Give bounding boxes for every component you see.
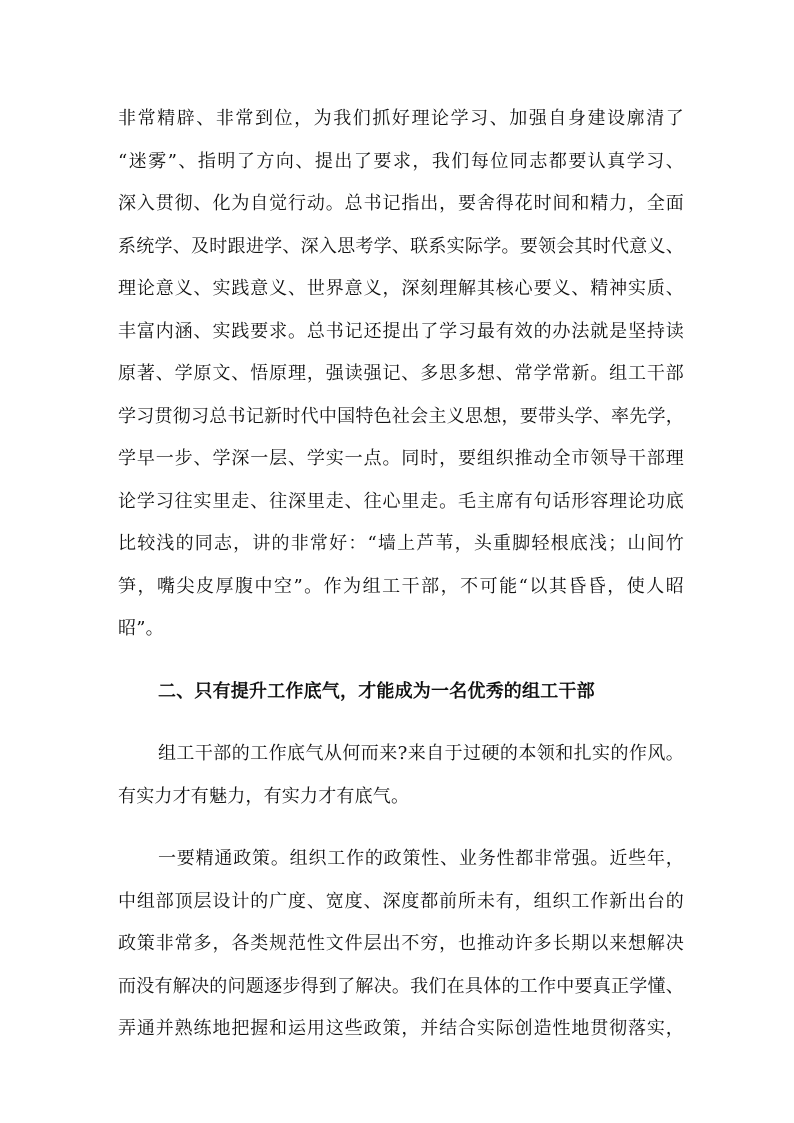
text-line: 学早一步、学深一层、学实一点。同时，要组织推动全市领导干部理 <box>118 448 684 469</box>
paragraph-gap <box>118 651 684 671</box>
text-line: 深入贯彻、化为自觉行动。总书记指出，要舍得花时间和精力，全面 <box>118 193 684 214</box>
text-line: “迷雾”、指明了方向、提出了要求，我们每位同志都要认真学习、 <box>118 150 684 172</box>
paragraph-theory-study <box>118 98 684 651</box>
text-line: 非常精辟、非常到位，为我们抓好理论学习、加强自身建设廓清了 <box>118 108 684 129</box>
text-line: 组工干部的工作底气从何而来?来自于过硬的本领和扎实的作风。 <box>158 743 684 764</box>
text-line: 丰富内涵、实践要求。总书记还提出了学习最有效的办法就是坚持读 <box>118 320 684 342</box>
text-line: 原著、学原文、悟原理，强读强记、多思多想、常学常新。组工干部 <box>118 363 684 384</box>
text-line: 一要精通政策。组织工作的政策性、业务性都非常强。近些年， <box>158 848 684 869</box>
document-body <box>118 98 684 1051</box>
paragraph-master-policy <box>118 838 684 1051</box>
paragraph-gap <box>118 713 684 733</box>
text-line: 论学习往实里走、往深里走、往心里走。毛主席有句话形容理论功底 <box>118 490 684 512</box>
text-line: 弄通并熟练地把握和运用这些政策，并结合实际创造性地贯彻落实， <box>118 1018 684 1039</box>
text-line: 昭”。 <box>118 618 164 639</box>
text-line: 系统学、及时跟进学、深入思考学、联系实际学。要领会其时代意义、 <box>118 235 684 257</box>
text-line: 笋，嘴尖皮厚腹中空”。作为组工干部，不可能“以其昏昏，使人昭 <box>118 575 684 597</box>
text-line: 理论意义、实践意义、世界意义，深刻理解其核心要义、精神实质、 <box>118 278 684 299</box>
text-line: 而没有解决的问题逐步得到了解决。我们在具体的工作中要真正学懂、 <box>118 975 684 997</box>
text-line: 比较浅的同志，讲的非常好：“墙上芦苇，头重脚轻根底浅；山间竹 <box>118 533 684 554</box>
paragraph-work-confidence <box>118 733 684 818</box>
text-line: 政策非常多，各类规范性文件层出不穷，也推动许多长期以来想解决 <box>118 933 684 954</box>
section-heading: 二、只有提升工作底气，才能成为一名优秀的组工干部 <box>158 680 595 702</box>
paragraph-gap <box>118 818 684 838</box>
text-line: 中组部顶层设计的广度、宽度、深度都前所未有，组织工作新出台的 <box>118 890 684 912</box>
text-line: 学习贯彻习总书记新时代中国特色社会主义思想，要带头学、率先学， <box>118 405 684 427</box>
text-line: 有实力才有魅力，有实力才有底气。 <box>118 785 410 807</box>
